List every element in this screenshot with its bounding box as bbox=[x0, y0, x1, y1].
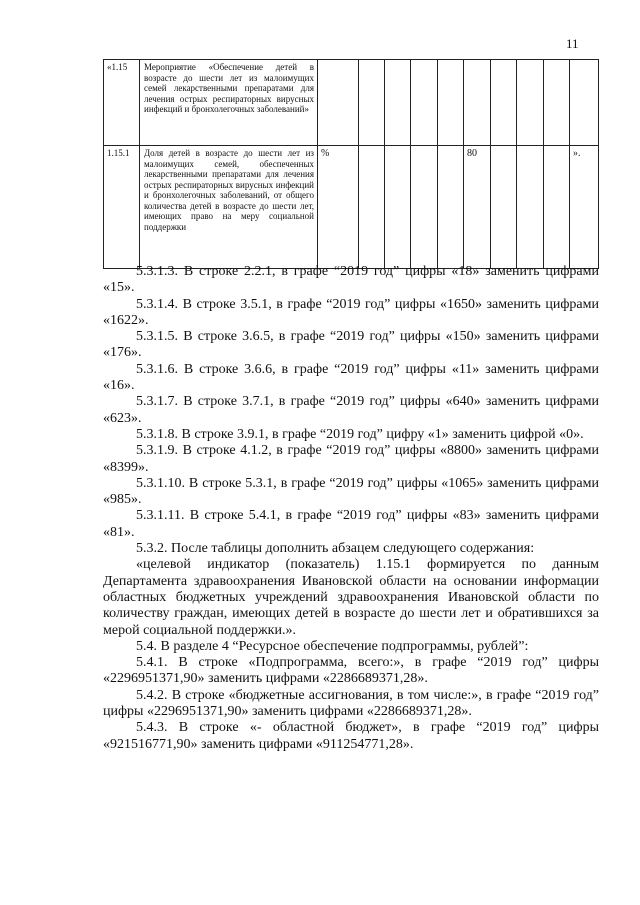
paragraph: 5.3.1.3. В строке 2.2.1, в графе “2019 год” цифры «18» заменить цифрами «15». bbox=[103, 264, 599, 296]
value-cell bbox=[359, 146, 385, 269]
paragraph: 5.4.3. В строке «- областной бюджет», в графе “2019 год” цифры «921516771,90» заменить цифрами «911254771,28». bbox=[103, 720, 599, 752]
value-cell bbox=[491, 60, 517, 146]
row-description: Мероприятие «Обеспечение детей в возрасте до шести лет из малоимущих семей лекарственными препаратами для лечения острых респираторных вирусных инфекций и бронхолегочных заболеваний» bbox=[140, 60, 318, 146]
value-cell bbox=[438, 146, 464, 269]
value-cell bbox=[491, 146, 517, 269]
paragraph: 5.3.1.5. В строке 3.6.5, в графе “2019 год” цифры «150» заменить цифрами «176». bbox=[103, 329, 599, 361]
value-cell bbox=[517, 60, 544, 146]
paragraph: 5.4.2. В строке «бюджетные ассигнования, в том числе:», в графе “2019 год” цифры «2296951371,90» заменить цифрами «2286689371,28». bbox=[103, 687, 599, 720]
paragraph: 5.3.1.6. В строке 3.6.6, в графе “2019 год” цифры «11» заменить цифрами «16». bbox=[103, 361, 599, 394]
row-unit: % bbox=[318, 146, 359, 269]
paragraph: 5.3.1.10. В строке 5.3.1, в графе “2019 год” цифры «1065» заменить цифрами «985». bbox=[103, 475, 599, 508]
value-cell bbox=[411, 146, 438, 269]
value-cell bbox=[517, 146, 544, 269]
row-number: «1.15 bbox=[104, 60, 140, 146]
row-number: 1.15.1 bbox=[104, 146, 140, 269]
value-cell bbox=[385, 60, 411, 146]
table-row bbox=[104, 60, 599, 146]
value-cell bbox=[359, 60, 385, 146]
value-cell: ». bbox=[570, 146, 599, 269]
page-number: 11 bbox=[566, 36, 579, 51]
value-cell bbox=[544, 60, 570, 146]
document-body bbox=[103, 264, 599, 753]
row-unit bbox=[318, 60, 359, 146]
paragraph: «целевой индикатор (показатель) 1.15.1 формируется по данным Департамента здравоохранения Ивановской области на основании информации областных бюджетных учреждений здравоохранения Ивановской области по количеству граждан, имеющих детей в возрасте до шести лет и обратившихся за мерой социальной поддержки.». bbox=[103, 557, 599, 638]
value-cell bbox=[438, 60, 464, 146]
value-cell bbox=[464, 60, 491, 146]
value-cell bbox=[544, 146, 570, 269]
row-description: Доля детей в возрасте до шести лет из малоимущих семей, обеспеченных лекарственными препаратами для лечения острых респираторных вирусных инфекций и бронхолегочных заболеваний, от общего количества детей в возрасте до шести лет, имеющих право на меру социальной поддержки bbox=[140, 146, 318, 269]
value-cell bbox=[385, 146, 411, 269]
paragraph: 5.4.1. В строке «Подпрограмма, всего:», в графе “2019 год” цифры «2296951371,90» заменить цифрами «2286689371,28». bbox=[103, 655, 599, 687]
paragraph: 5.3.1.11. В строке 5.4.1, в графе “2019 год” цифры «83» заменить цифрами «81». bbox=[103, 508, 599, 540]
paragraph: 5.3.2. После таблицы дополнить абзацем следующего содержания: bbox=[136, 541, 535, 557]
value-cell bbox=[570, 60, 599, 146]
table-row bbox=[104, 146, 599, 269]
paragraph: 5.3.1.9. В строке 4.1.2, в графе “2019 год” цифры «8800» заменить цифрами «8399». bbox=[103, 443, 599, 475]
paragraph: 5.4. В разделе 4 “Ресурсное обеспечение подпрограммы, рублей”: bbox=[136, 638, 529, 654]
paragraph: 5.3.1.4. В строке 3.5.1, в графе “2019 год” цифры «1650» заменить цифрами «1622». bbox=[103, 296, 599, 328]
paragraph: 5.3.1.7. В строке 3.7.1, в графе “2019 год” цифры «640» заменить цифрами «623». bbox=[103, 394, 599, 426]
indicator-table bbox=[103, 59, 599, 269]
value-cell bbox=[411, 60, 438, 146]
paragraph: 5.3.1.8. В строке 3.9.1, в графе “2019 год” цифру «1» заменить цифрой «0». bbox=[136, 426, 584, 442]
value-cell: 80 bbox=[464, 146, 491, 269]
